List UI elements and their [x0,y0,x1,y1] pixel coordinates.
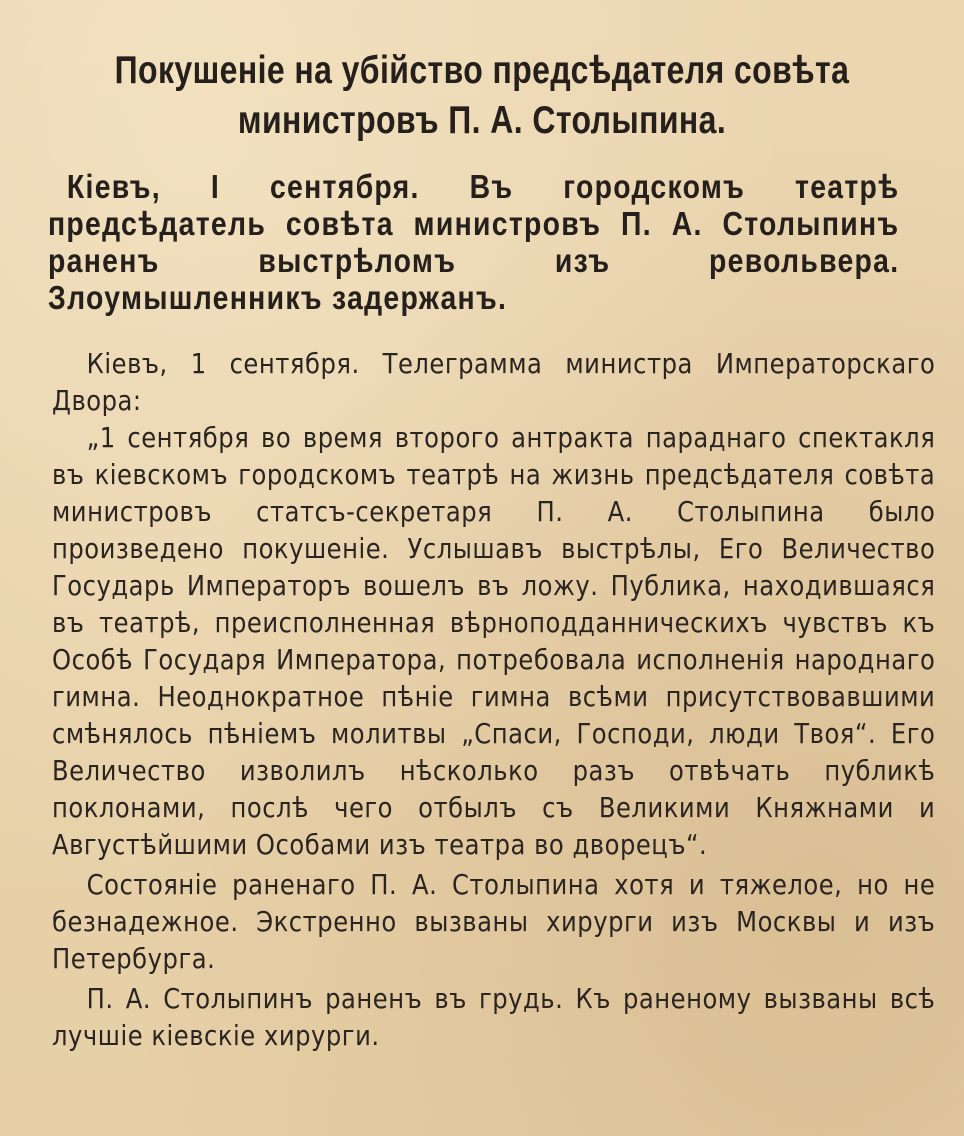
paragraph-condition: Состояніе раненаго П. А. Столыпина хотя и тяжелое, но не безнадежное. Экстренно вызваны хирурги изъ Москвы и изъ Петербурга. [52,868,936,975]
headline: Покушеніе на убійство предсѣдателя совѣта министровъ П. А. Столыпина. [114,49,850,142]
paragraph-telegram-quote: „1 сентября во время второго антракта параднаго спектакля въ кіевскомъ городскомъ театрѣ на жизнь предсѣдателя совѣта министровъ статсъ-секретаря П. А. Столыпина было произведено покушеніе. Услышавъ выстрѣлы, Его Величество Государь Императоръ вошелъ въ ложу. Публика, находившаяся въ театрѣ, преисполненная вѣрноподданническихъ чувствъ къ Особѣ Государя Императора, потребовала исполненія народнаго гимна. Неоднократное пѣніе гимна всѣми присутствовавшими смѣнялось пѣніемъ молитвы „Спаси, Господи, люди Твоя“. Его Величество изволилъ нѣсколько разъ отвѣчать публикѣ поклонами, послѣ чего отбылъ съ Великими Княжнами и Августѣйшими Особами изъ театра во дворецъ“. [52,421,936,861]
lead-bulletin: Кіевъ, I сентября. Въ городскомъ театрѣ предсѣдатель совѣта министровъ П. А. Столыпинъ раненъ выстрѣломъ изъ револьвера. Злоумышленникъ задержанъ. [48,168,900,316]
paragraph-wound: П. А. Столыпинъ раненъ въ грудь. Къ раненому вызваны всѣ лучшіе кіевскіе хирурги. [52,982,936,1052]
article-body [52,345,935,1054]
paragraph-telegram-intro: Кіевъ, 1 сентября. Телеграмма министра Императорскаго Двора: [52,347,936,417]
